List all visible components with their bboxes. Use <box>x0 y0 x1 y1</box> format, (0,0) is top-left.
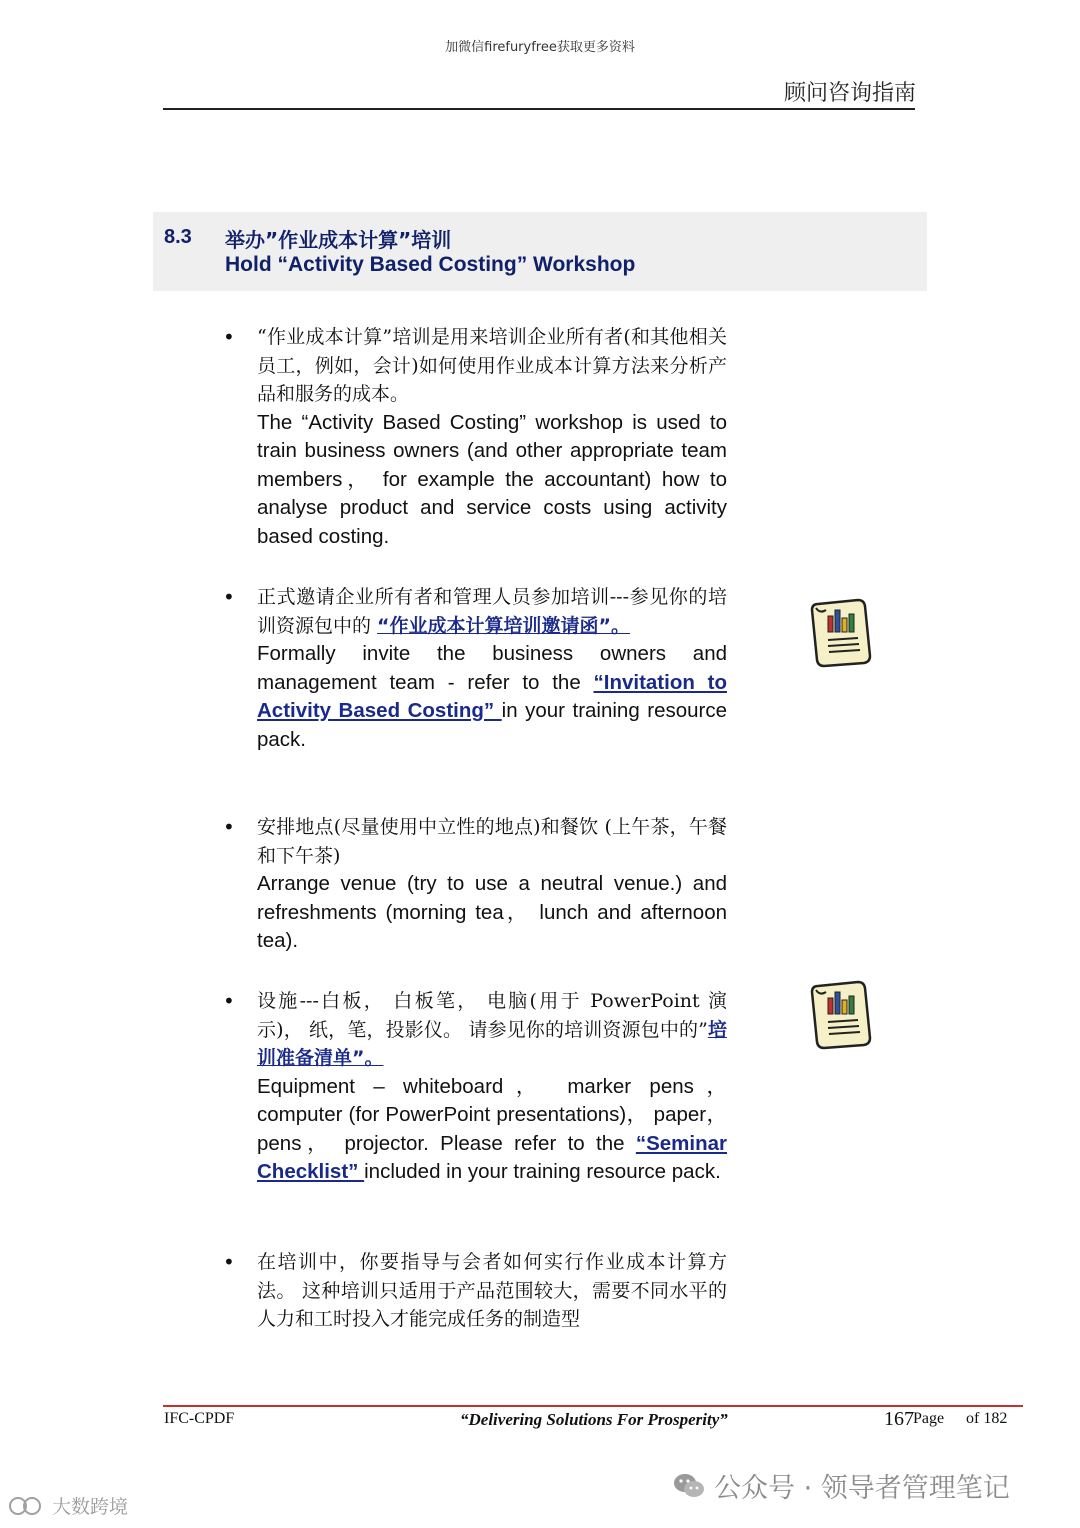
wechat-watermark <box>672 1466 1010 1505</box>
corner-watermark <box>8 1492 128 1519</box>
bullet-text-zh: 在培训中，你要指导与会者如何实行作业成本计算方法。 这种培训只适用于产品范围较大，需要不同水平的人力和工时投入才能完成任务的制造型 <box>257 1251 727 1330</box>
bullet-text-en <box>257 1073 727 1187</box>
section-number: 8.3 <box>164 226 192 248</box>
bullet-text-zh: 安排地点(尽量使用中立性的地点)和餐饮 (上午茶，午餐和下午茶) <box>257 816 727 867</box>
bullet-text-en-part: included in your training resource pack. <box>364 1160 721 1183</box>
page-label: Page <box>913 1410 945 1427</box>
seminar-checklist-link-zh[interactable]: 培训准备清单”。 <box>257 1018 727 1069</box>
bullet-text-zh-part: 设施---白板， 白板笔， 电脑(用于 PowerPoint 演示)， 纸，笔，投影仪。 请参见你的培训资源包中的” <box>257 990 727 1041</box>
section-title-en: Hold “Activity Based Costing” Workshop <box>225 253 636 276</box>
page-number: 167 <box>884 1408 914 1430</box>
header-title: 顾问咨询指南 <box>783 81 916 106</box>
invitation-link-en[interactable]: “Invitation to Activity Based Costing” <box>257 670 727 722</box>
bullet-text-zh <box>257 583 727 640</box>
invitation-link-zh[interactable]: “作业成本计算培训邀请函”。 <box>377 614 631 637</box>
bullet-marker: • <box>223 325 235 349</box>
corner-watermark-text: 大数跨境 <box>52 1496 129 1518</box>
bullet-text-en <box>257 640 727 754</box>
footer-divider <box>163 1405 1023 1407</box>
logo-icon <box>8 1495 48 1517</box>
bullet-item-4 <box>257 987 727 1187</box>
bullet-item-2 <box>257 583 727 754</box>
bullet-item-3 <box>257 813 727 956</box>
page-total: of 182 <box>966 1410 1008 1427</box>
bullet-text-en: Arrange venue (try to use a neutral venue.) and refreshments (morning tea， lunch and afternoon tea). <box>257 872 727 952</box>
wechat-icon <box>672 1471 706 1501</box>
bullet-text-zh <box>257 987 727 1073</box>
bullet-text-en-part: in your training resource pack. <box>257 699 728 751</box>
document-chart-icon <box>808 598 874 668</box>
bullet-marker: • <box>223 815 235 839</box>
bullet-marker: • <box>223 585 235 609</box>
bullet-item-1 <box>257 323 727 551</box>
header-divider <box>163 108 915 110</box>
footer-org: IFC-CPDF <box>164 1410 235 1427</box>
footer-slogan: “Delivering Solutions For Prosperity” <box>460 1410 728 1429</box>
section-title-zh: 举办”作业成本计算”培训 <box>225 228 452 252</box>
top-watermark: 加微信firefuryfree获取更多资料 <box>445 40 635 55</box>
bullet-item-5 <box>257 1248 727 1334</box>
seminar-checklist-link-en[interactable]: “Seminar Checklist” <box>257 1131 727 1183</box>
bullet-text-en-part: Formally invite the business owners and management team - refer to the <box>257 642 727 694</box>
bullet-text-en: The “Activity Based Costing” workshop is used to train business owners (and other appropriate team members， for example the accountant) how to analyse product and service costs using activity based costing. <box>257 410 727 548</box>
wechat-watermark-text: 公众号 · 领导者管理笔记 <box>714 1473 1010 1504</box>
bullet-text-en-part: Equipment – whiteboard， marker pens， computer (for PowerPoint presentations)， paper， pens， projector. Please refer to the <box>257 1074 727 1155</box>
document-chart-icon <box>808 980 874 1050</box>
bullet-marker: • <box>223 989 235 1013</box>
bullet-text-zh-part: 正式邀请企业所有者和管理人员参加培训---参见你的培训资源包中的 <box>257 586 727 637</box>
bullet-text-zh: “作业成本计算”培训是用来培训企业所有者(和其他相关员工，例如，会计)如何使用作业成本计算方法来分析产品和服务的成本。 <box>257 326 727 405</box>
bullet-marker: • <box>223 1250 235 1274</box>
